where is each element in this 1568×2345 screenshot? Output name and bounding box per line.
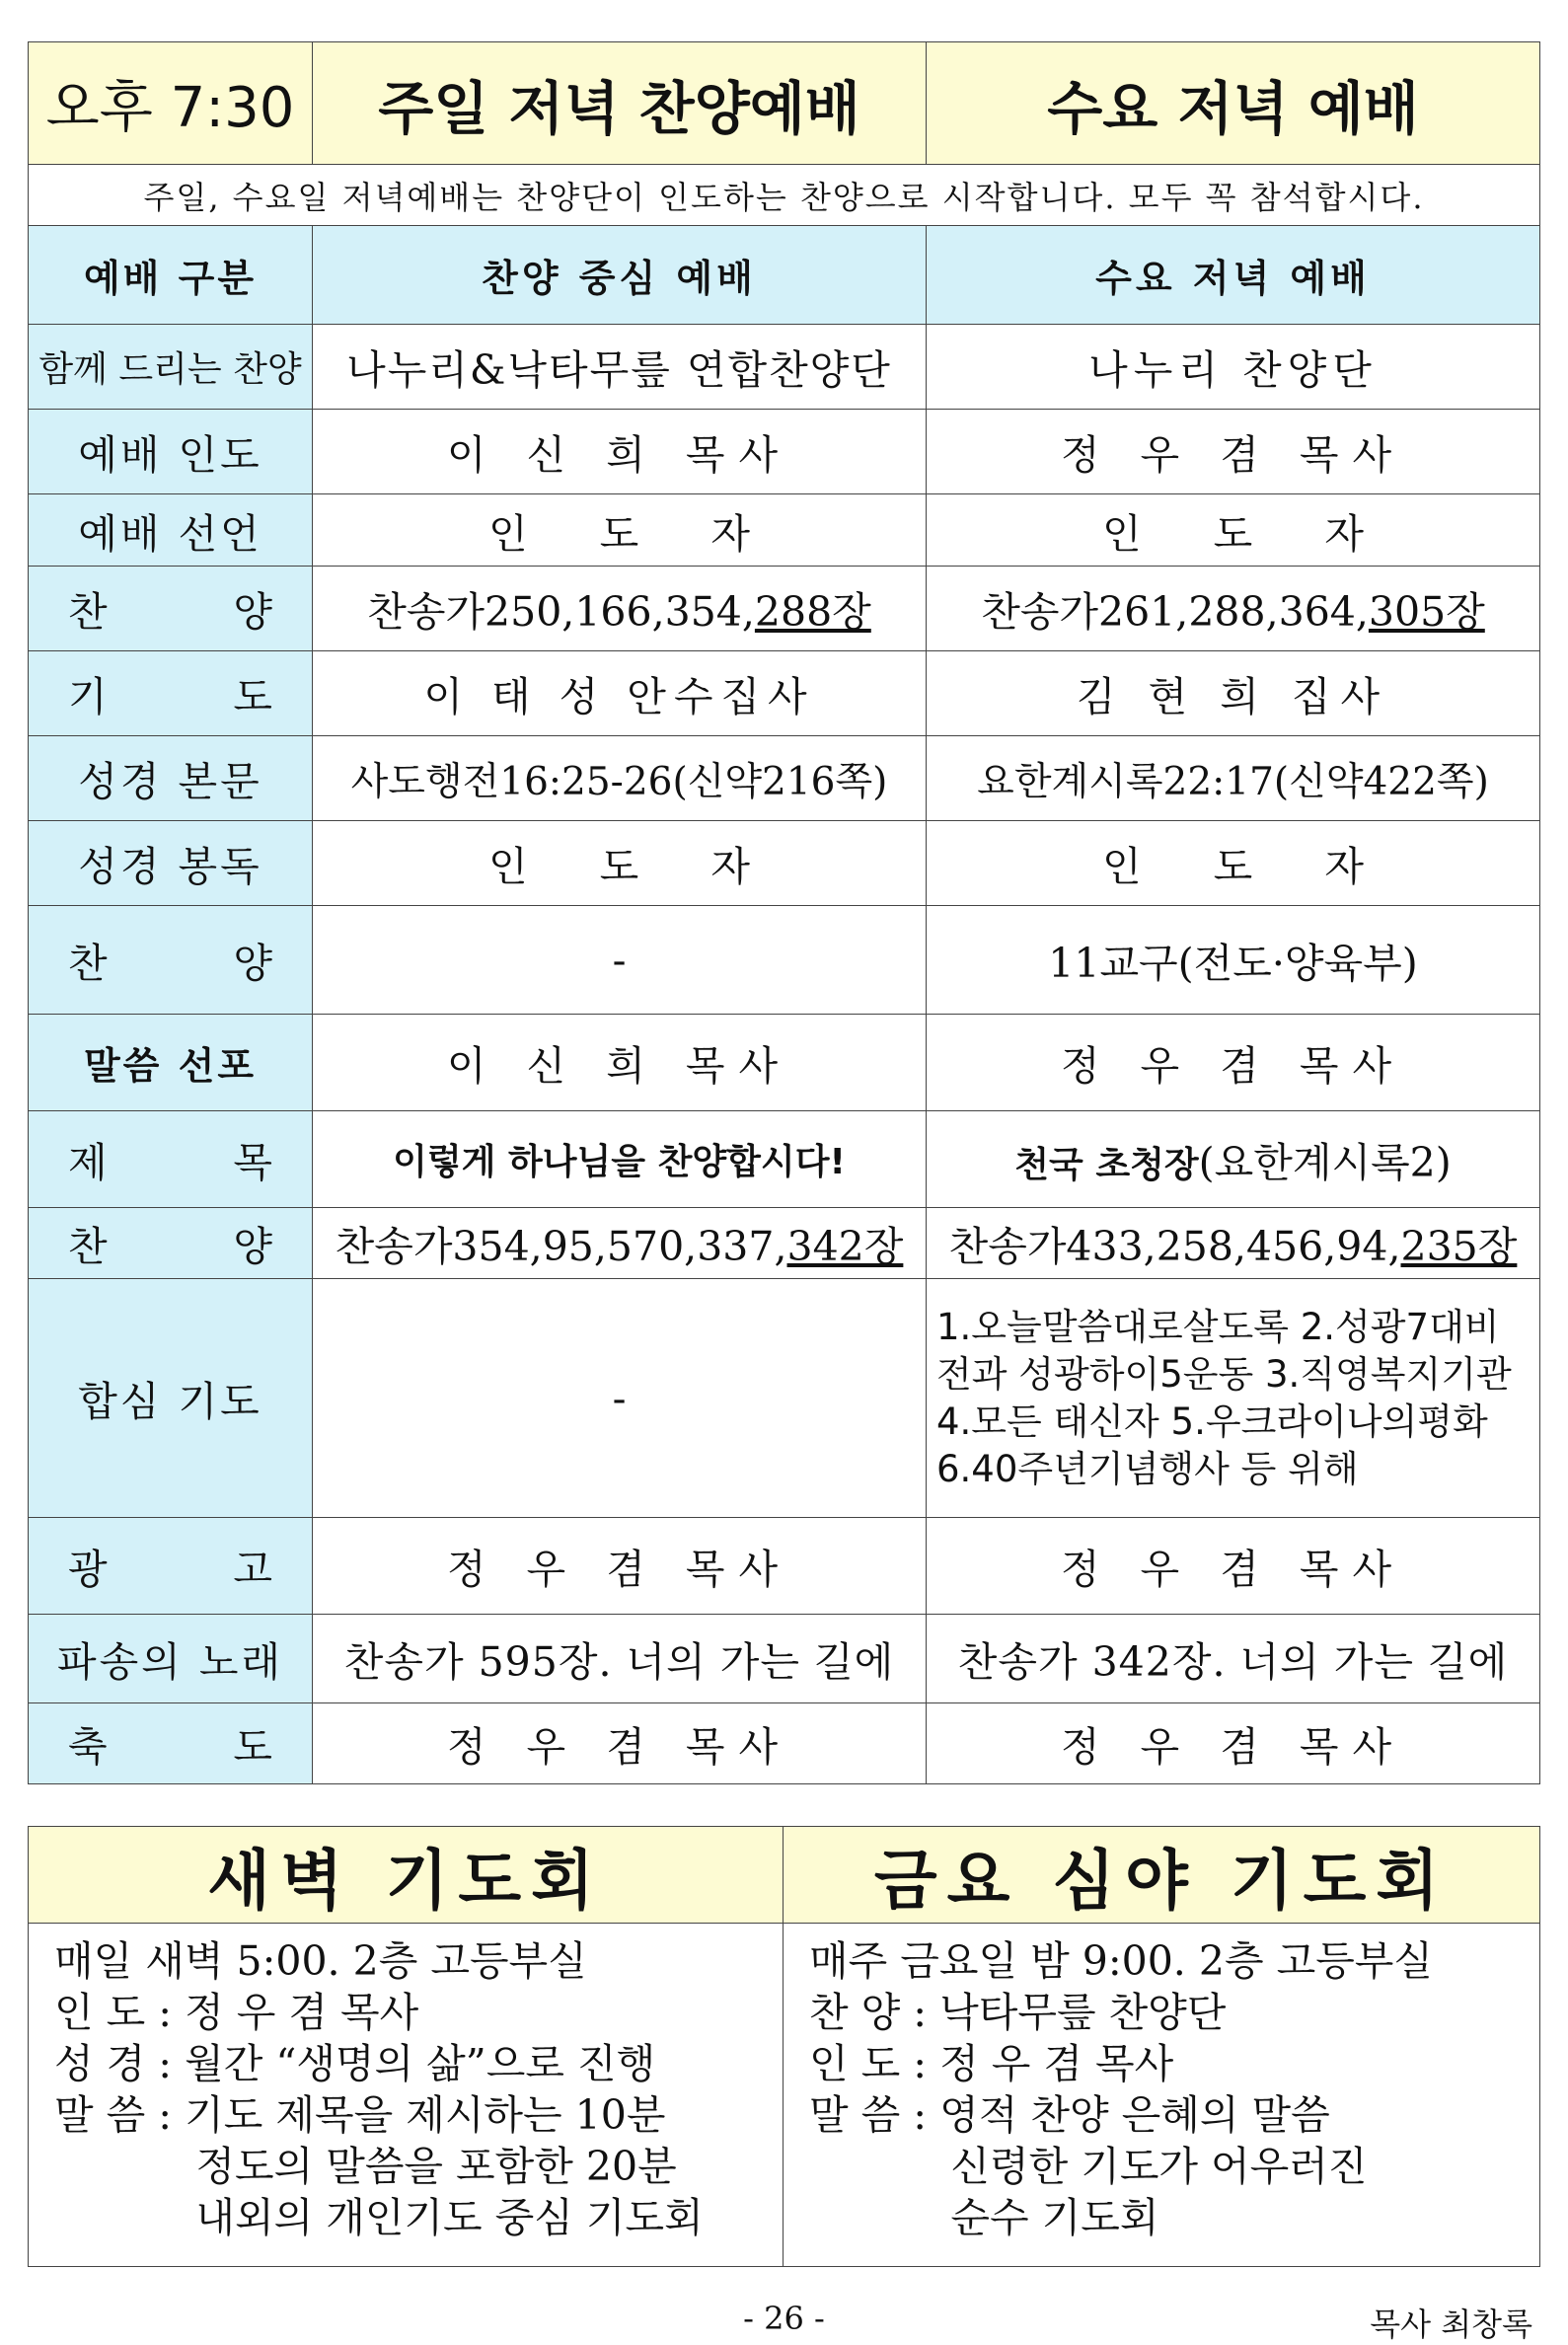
hymn-underlined: 305장 [1368,588,1485,636]
prayer-topics: 1.오늘말씀대로살도록 2.성광7대비전과 성광하이5운동 3.직영복지기관 4.모든 태신자 5.우크라이나의평화 6.40주년기념행사 등 위해 [927,1279,1540,1518]
author-name: 목사 최창록 [1370,2306,1532,2343]
row-label: 함께 드리는 찬양 [29,325,313,410]
sunday-cell: 정 우 겸 목사 [313,1703,927,1784]
time-header: 오후 7:30 [29,42,313,165]
detail-line: 내외의 개인기도 중심 기도회 [54,2194,704,2241]
table-row [29,494,1540,567]
sunday-cell: 이 신 희 목사 [313,410,927,494]
hymn-list: 찬송가354,95,570,337, [335,1223,787,1270]
sunday-cell [313,1208,927,1279]
wednesday-cell: 정 우 겸 목사 [927,1015,1540,1111]
sunday-cell: 사도행전16:25-26(신약216쪽) [313,736,927,821]
row-label: 제 목 [29,1111,313,1208]
hymn-underlined: 288장 [754,588,871,636]
dawn-prayer-details [29,1924,784,2267]
header-row [29,42,1540,165]
hymn-underlined: 342장 [786,1223,904,1270]
detail-line: 말 씀 : 영적 찬양 은혜의 말씀 [809,2091,1330,2139]
column-header-row [29,226,1540,325]
column-wednesday-header: 수요 저녁 예배 [927,226,1540,325]
column-sunday-header: 찬양 중심 예배 [313,226,927,325]
wednesday-cell [927,1208,1540,1279]
page-number: - 26 - [743,2300,825,2337]
note-row [29,165,1540,226]
hymn-list: 찬송가433,258,456,94, [948,1223,1401,1270]
sunday-cell: 인 도 자 [313,494,927,567]
table-row [29,1111,1540,1208]
table-row [29,906,1540,1015]
table-row [29,1518,1540,1615]
detail-line: 매주 금요일 밤 9:00. 2층 고등부실 [809,1937,1434,1985]
row-label: 말씀 선포 [29,1015,313,1111]
wednesday-cell [927,1111,1540,1208]
detail-line: 인 도 : 정 우 겸 목사 [54,1989,419,2036]
wednesday-cell: 나누리 찬양단 [927,325,1540,410]
row-label: 찬 양 [29,567,313,651]
table-row [29,1703,1540,1784]
wednesday-cell: 찬송가 342장. 너의 가는 길에 [927,1615,1540,1703]
hymn-list: 찬송가250,166,354, [367,588,755,636]
table-row [29,736,1540,821]
wednesday-cell: 인 도 자 [927,494,1540,567]
wednesday-cell: 정 우 겸 목사 [927,410,1540,494]
row-label: 파송의 노래 [29,1615,313,1703]
detail-line: 인 도 : 정 우 겸 목사 [809,2040,1174,2087]
sermon-reference: (요한계시록2) [1198,1139,1452,1186]
table-row [29,325,1540,410]
table-row [29,651,1540,736]
prayer-meetings-table [28,1826,1540,2267]
sunday-cell: - [313,906,927,1015]
row-label: 기 도 [29,651,313,736]
dawn-prayer-title: 새벽 기도회 [29,1827,784,1924]
row-label: 합심 기도 [29,1279,313,1518]
column-label-header: 예배 구분 [29,226,313,325]
table-row [29,821,1540,906]
detail-line: 말 씀 : 기도 제목을 제시하는 10분 [54,2091,666,2139]
wednesday-evening-title: 수요 저녁 예배 [927,42,1540,165]
hymn-underlined: 235장 [1400,1223,1518,1270]
wednesday-cell: 정 우 겸 목사 [927,1518,1540,1615]
row-label: 예배 선언 [29,494,313,567]
sunday-cell: - [313,1279,927,1518]
table-row [29,410,1540,494]
row-label: 찬 양 [29,906,313,1015]
row-label: 축 도 [29,1703,313,1784]
friday-prayer-title: 금요 심야 기도회 [784,1827,1540,1924]
table-row [29,1279,1540,1518]
detail-line: 성 경 : 월간 “생명의 삶”으로 진행 [54,2040,656,2087]
table-row [29,1615,1540,1703]
sunday-cell: 정 우 겸 목사 [313,1518,927,1615]
row-label: 성경 본문 [29,736,313,821]
prayer-meetings-body-row [29,1924,1540,2267]
row-label: 성경 봉독 [29,821,313,906]
wednesday-cell [927,567,1540,651]
sunday-cell: 이 태 성 안수집사 [313,651,927,736]
sunday-evening-title: 주일 저녁 찬양예배 [313,42,927,165]
sunday-cell: 찬송가 595장. 너의 가는 길에 [313,1615,927,1703]
detail-line: 신령한 기도가 어우러진 [809,2143,1368,2190]
table-row [29,1208,1540,1279]
wednesday-cell: 요한계시록22:17(신약422쪽) [927,736,1540,821]
sunday-cell: 인 도 자 [313,821,927,906]
row-label: 광 고 [29,1518,313,1615]
sunday-cell: 나누리&낙타무릎 연합찬양단 [313,325,927,410]
table-row [29,567,1540,651]
friday-prayer-details [784,1924,1540,2267]
prayer-meetings-header-row [29,1827,1540,1924]
sermon-title: 이렇게 하나님을 찬양합시다! [313,1111,927,1208]
detail-line: 찬 양 : 낙타무릎 찬양단 [809,1989,1227,2036]
wednesday-cell: 11교구(전도·양육부) [927,906,1540,1015]
detail-line: 매일 새벽 5:00. 2층 고등부실 [54,1937,587,1985]
sunday-cell: 이 신 희 목사 [313,1015,927,1111]
row-label: 찬 양 [29,1208,313,1279]
worship-schedule-table [28,41,1540,1784]
table-row [29,1015,1540,1111]
hymn-list: 찬송가261,288,364, [981,588,1369,636]
detail-line: 정도의 말씀을 포함한 20분 [54,2143,677,2190]
attendance-note: 주일, 수요일 저녁예배는 찬양단이 인도하는 찬양으로 시작합니다. 모두 꼭 참석합시다. [29,165,1540,226]
wednesday-cell: 김 현 희 집사 [927,651,1540,736]
detail-line: 순수 기도회 [809,2194,1159,2241]
sunday-cell [313,567,927,651]
row-label: 예배 인도 [29,410,313,494]
wednesday-cell: 정 우 겸 목사 [927,1703,1540,1784]
wednesday-cell: 인 도 자 [927,821,1540,906]
sermon-title: 천국 초청장 [1014,1145,1199,1185]
